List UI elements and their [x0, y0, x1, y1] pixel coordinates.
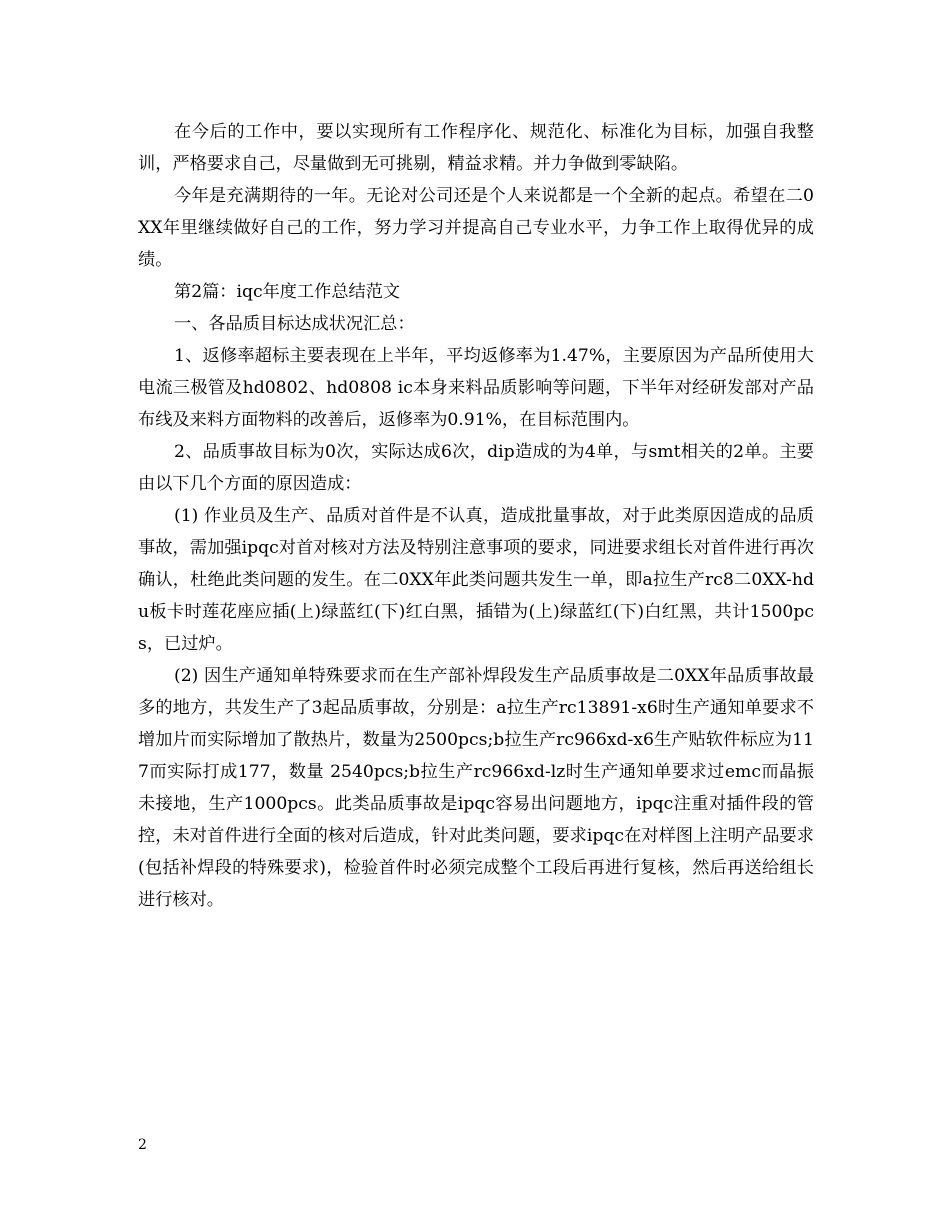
- paragraph-quality-incidents: 2、品质事故目标为0次，实际达成6次，dip造成的为4单，与smt相关的2单。主要由以下几个方面的原因造成：: [138, 442, 814, 494]
- page-number: 2: [138, 1137, 147, 1153]
- subsection-heading: 一、各品质目标达成状况汇总：: [174, 314, 415, 334]
- paragraph-year-outlook: 今年是充满期待的一年。无论对公司还是个人来说都是一个全新的起点。希望在二0XX年里继续做好自己的工作，努力学习并提高自己专业水平，力争工作上取得优异的成绩。: [138, 186, 814, 270]
- section-title: 第2篇：iqc年度工作总结范文: [174, 282, 401, 302]
- paragraph-goal-statement: 在今后的工作中，要以实现所有工作程序化、规范化、标准化为目标，加强自我整训，严格要求自己，尽量做到无可挑剔，精益求精。并力争做到零缺陷。: [138, 122, 814, 174]
- paragraph-cause-1: (1) 作业员及生产、品质对首件是不认真，造成批量事故，对于此类原因造成的品质事故，需加强ipqc对首对核对方法及特别注意事项的要求，同进要求组长对首件进行再次确认，杜绝此类问题的发生。在二0XX年此类问题共发生一单，即a拉生产rc8二0XX-hdu板卡时莲花座应插(上)绿蓝红(下)红白黑，插错为(上)绿蓝红(下)白红黑，共计1500pcs，已过炉。: [138, 506, 814, 654]
- paragraph-cause-2: (2) 因生产通知单特殊要求而在生产部补焊段发生产品质事故是二0XX年品质事故最多的地方，共发生产了3起品质事故，分别是：a拉生产rc13891-x6时生产通知单要求不增加片而实际增加了散热片，数量为2500pcs;b拉生产rc966xd-x6生产贴软件标应为117而实际打成177，数量 2540pcs;b拉生产rc966xd-lz时生产通知单要求过emc而晶振未接地，生产1000pcs。此类品质事故是ipqc容易出问题地方，ipqc注重对插件段的管控，未对首件进行全面的核对后造成，针对此类问题，要求ipqc在对样图上注明产品要求(包括补焊段的特殊要求)，检验首件时必须完成整个工段后再进行复核，然后再送给组长进行核对。: [138, 666, 814, 910]
- document-body: [138, 116, 814, 916]
- paragraph-repair-rate: 1、返修率超标主要表现在上半年，平均返修率为1.47%，主要原因为产品所使用大电流三极管及hd0802、hd0808 ic本身来料品质影响等问题，下半年对经研发部对产品布线及来料方面物料的改善后，返修率为0.91%，在目标范围内。: [138, 346, 814, 430]
